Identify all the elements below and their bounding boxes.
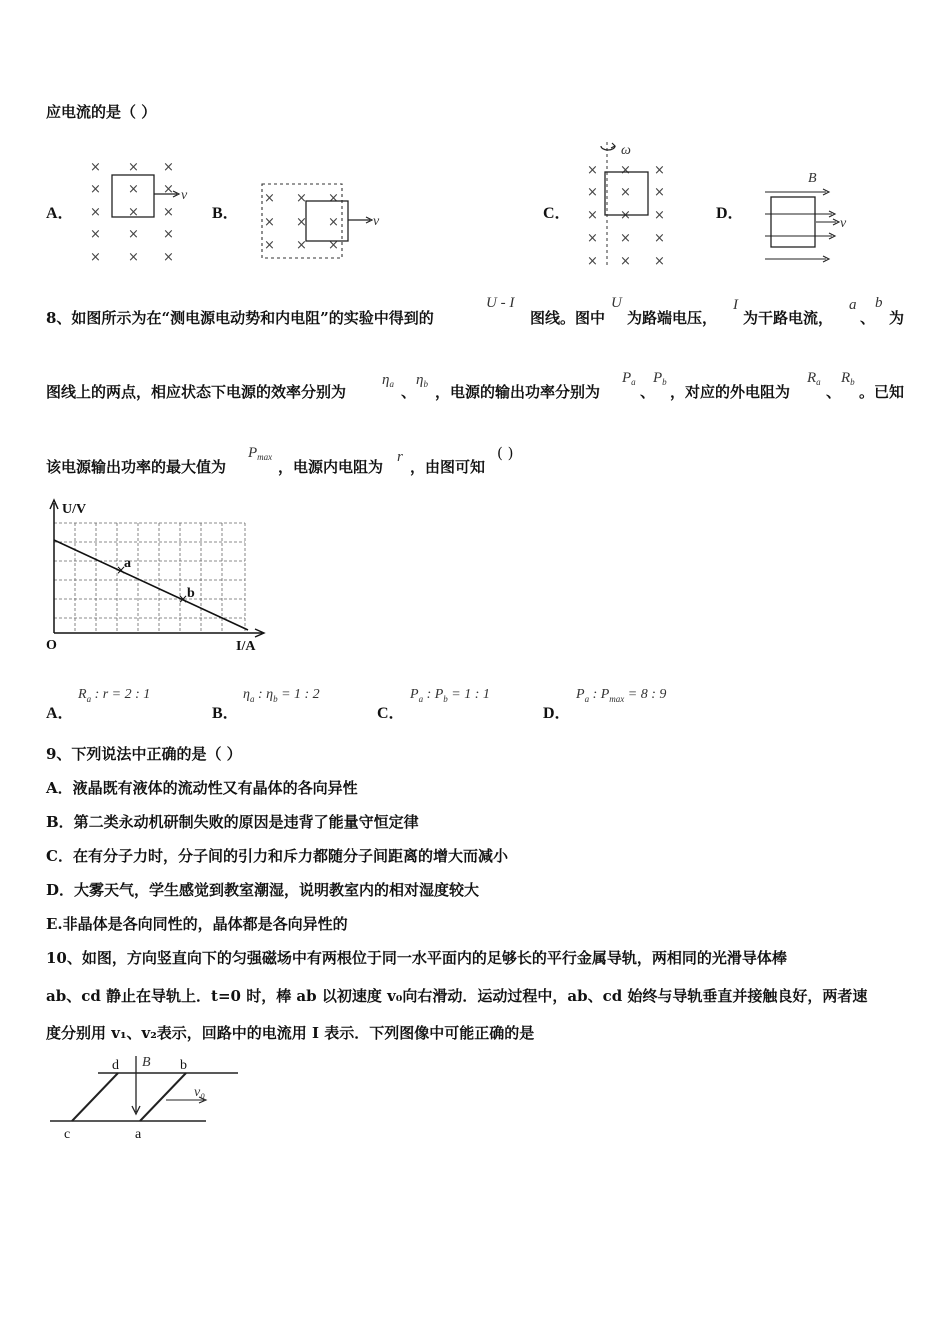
q7-option-a-label: A． [46, 205, 74, 222]
svg-text:×: × [90, 250, 101, 265]
svg-text:×: × [264, 215, 275, 230]
q8-u-symbol: U [611, 295, 622, 311]
q8-option-d-expr: $P_a$ : $P_{max} = 8$ : 9 [576, 687, 667, 704]
q10-label-b-field: B [142, 1055, 151, 1070]
q7-b-v-label: v [373, 214, 380, 229]
q9-stem: 9、下列说法中正确的是（ ） [46, 745, 242, 763]
q10-line3: 度分别用 v₁、v₂表示，回路中的电流用 I 表示．下列图像中可能正确的是 [46, 1024, 535, 1042]
q10-label-b: b [180, 1058, 187, 1073]
svg-text:×: × [90, 182, 101, 197]
q8-ui-symbol: U - I [486, 295, 515, 311]
svg-text:×: × [163, 227, 174, 242]
svg-text:×: × [116, 563, 127, 577]
svg-text:×: × [587, 254, 598, 269]
q10-label-a: a [135, 1127, 142, 1142]
q8-r-a: $R_a$ [807, 370, 821, 387]
svg-text:×: × [328, 238, 339, 253]
q8-b-symbol: b [875, 295, 883, 311]
q8-option-b-expr: $\eta_a$ : $\eta_b = 1$ : 2 [243, 687, 320, 704]
svg-text:×: × [654, 231, 665, 246]
q8-line1-part1: 8、如图所示为在“测电源电动势和内电阻”的实验中得到的 [46, 309, 434, 327]
q8-graph-y-label: U/V [62, 502, 87, 517]
q9-option-d: D．大雾天气，学生感觉到教室潮湿，说明教室内的相对湿度较大 [46, 881, 480, 899]
q8-pmax: $P_{max}$ [248, 445, 273, 462]
svg-text:×: × [128, 160, 139, 175]
svg-text:×: × [264, 238, 275, 253]
q9-option-b: B．第二类永动机研制失败的原因是违背了能量守恒定律 [46, 813, 419, 831]
q8-line2-part3: ，对应的外电阻为 [670, 383, 791, 401]
q8-i-symbol: I [733, 297, 738, 313]
svg-text:×: × [163, 182, 174, 197]
q8-graph-x-label: I/A [236, 639, 256, 654]
svg-text:×: × [90, 205, 101, 220]
q8-graph-point-a: a [124, 556, 131, 571]
svg-text:×: × [654, 254, 665, 269]
q10-line2: ab、cd 静止在导轨上．t=0 时，棒 ab 以初速度 v₀向右滑动．运动过程中，ab、cd 始终与导轨垂直并接触良好，两者速 [46, 987, 868, 1005]
svg-text:×: × [620, 208, 631, 223]
svg-text:×: × [587, 208, 598, 223]
svg-text:×: × [128, 182, 139, 197]
q8-option-c-expr: $P_a$ : $P_b = 1$ : 1 [410, 687, 490, 704]
svg-text:×: × [654, 208, 665, 223]
q8-sep1: 、 [860, 309, 876, 327]
q9-option-c: C．在有分子力时，分子间的引力和斥力都随分子间距离的增大而减小 [46, 847, 508, 865]
q8-option-c-label: C． [377, 705, 405, 722]
svg-text:×: × [90, 160, 101, 175]
svg-text:×: × [620, 185, 631, 200]
svg-text:×: × [328, 191, 339, 206]
svg-text:×: × [620, 163, 631, 178]
q7-d-b-label: B [808, 171, 817, 186]
q8-r-b: $R_b$ [841, 370, 855, 387]
svg-text:×: × [163, 250, 174, 265]
svg-text:×: × [296, 215, 307, 230]
q8-line3-part3: ，由图可知 [410, 458, 486, 476]
q8-line2-part4: 。已知 [859, 383, 905, 401]
svg-text:×: × [163, 160, 174, 175]
q10-rails-figure [48, 1052, 248, 1144]
q7-option-d-label: D． [716, 205, 744, 222]
q9-option-a: A．液晶既有液体的流动性又有晶体的各向异性 [46, 779, 358, 797]
q8-sep3: 、 [640, 383, 656, 401]
q8-eta-a: $\eta_a$ [382, 372, 394, 389]
q8-option-b-label: B． [212, 705, 239, 722]
q7-figure-a [85, 155, 205, 270]
q8-r-symbol: r [397, 449, 403, 465]
q10-label-d: d [112, 1058, 119, 1073]
svg-text:×: × [587, 231, 598, 246]
q7-figure-c [583, 138, 683, 273]
q7-figure-d [760, 168, 860, 268]
q10-line1: 10、如图，方向竖直向下的匀强磁场中有两根位于同一水平面内的足够长的平行金属导轨，两相同的光滑导体棒 [46, 949, 787, 967]
q8-line2-part2: ，电源的输出功率分别为 [435, 383, 601, 401]
svg-text:×: × [163, 205, 174, 220]
q8-graph-point-b: b [187, 586, 195, 601]
svg-text:×: × [128, 227, 139, 242]
q8-eta-b: $\eta_b$ [416, 372, 428, 389]
svg-text:×: × [264, 191, 275, 206]
svg-text:×: × [654, 185, 665, 200]
q10-label-c: c [64, 1127, 71, 1142]
q8-sep2: 、 [401, 383, 417, 401]
q7-c-omega-label: ω [621, 143, 631, 158]
q8-line1-part3: 为路端电压， [627, 309, 718, 327]
svg-text:×: × [587, 185, 598, 200]
q8-answer-paren: ( ) [497, 444, 514, 462]
q10-label-v0: v₀ [194, 1085, 206, 1100]
q7-stem-tail: 应电流的是（ ） [46, 103, 157, 121]
q8-option-a-label: A． [46, 705, 74, 722]
q8-line1-part4: 为干路电流， [743, 309, 834, 327]
q8-p-b: $P_b$ [653, 370, 667, 387]
q7-d-v-label: v [840, 216, 847, 231]
svg-text:×: × [296, 191, 307, 206]
q9-option-e: E.非晶体是各向同性的，晶体都是各向异性的 [46, 915, 348, 933]
q8-p-a: $P_a$ [622, 370, 636, 387]
q8-graph-origin: O [46, 638, 57, 653]
q8-line3-part2: ，电源内电阻为 [278, 458, 384, 476]
q8-line1-part2: 图线。图中 [530, 309, 606, 327]
svg-text:×: × [328, 215, 339, 230]
q7-option-c-label: C． [543, 205, 571, 222]
svg-text:×: × [128, 205, 139, 220]
q8-line2-part1: 图线上的两点，相应状态下电源的效率分别为 [46, 383, 347, 401]
svg-text:×: × [296, 238, 307, 253]
q8-ui-graph [40, 497, 280, 657]
svg-text:×: × [587, 163, 598, 178]
svg-text:×: × [620, 231, 631, 246]
q8-line3-part1: 该电源输出功率的最大值为 [46, 458, 227, 476]
svg-text:×: × [128, 250, 139, 265]
q7-option-b-label: B． [212, 205, 239, 222]
q7-a-v-label: v [181, 188, 188, 203]
q8-option-d-label: D． [543, 705, 571, 722]
q8-sep4: 、 [826, 383, 842, 401]
svg-text:×: × [620, 254, 631, 269]
q8-a-symbol: a [849, 297, 857, 313]
q7-figure-b [260, 182, 390, 262]
svg-text:×: × [654, 163, 665, 178]
svg-text:×: × [178, 592, 189, 606]
svg-text:×: × [90, 227, 101, 242]
q8-line1-part5: 为 [889, 309, 905, 327]
q8-option-a-expr: $R_a$ : r = 2 : 1 [78, 687, 151, 704]
